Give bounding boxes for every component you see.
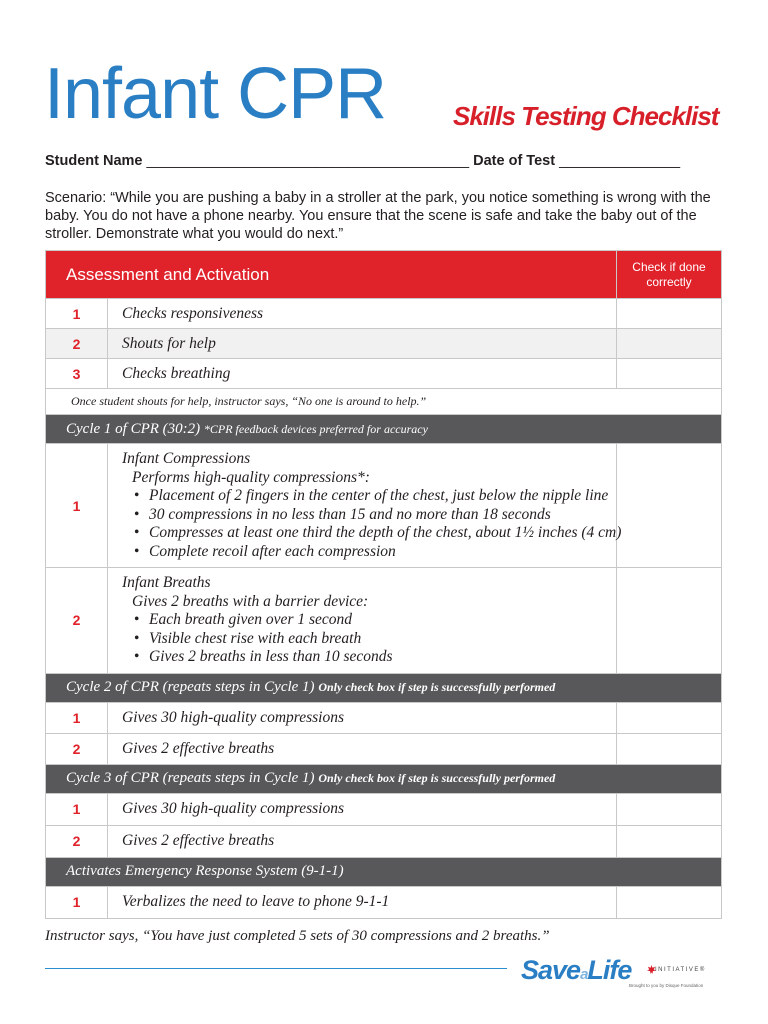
check-column-header: Check if done correctly [617, 251, 722, 299]
step-text: Verbalizes the need to leave to phone 9-1-1 [108, 886, 617, 918]
checkbox-cell[interactable] [617, 329, 722, 359]
student-name-label: Student Name [45, 153, 143, 169]
step-number: 1 [46, 793, 108, 825]
step-number: 2 [46, 568, 108, 674]
checkbox-cell[interactable] [617, 568, 722, 674]
checkbox-cell[interactable] [617, 702, 722, 733]
logo-wordmark [521, 954, 631, 991]
ems-section-header [46, 857, 722, 886]
title-row [44, 52, 734, 136]
step-number: 1 [46, 702, 108, 733]
cycle1-section-header [46, 415, 722, 444]
cycle3-section-header [46, 764, 722, 793]
compressions-heading: Infant Compressions [122, 450, 251, 467]
breaths-heading: Infant Breaths [122, 574, 211, 591]
step-number: 1 [46, 886, 108, 918]
compressions-sub: Performs high-quality compressions*: [132, 468, 370, 486]
checkbox-cell[interactable] [617, 444, 722, 568]
logo-sponsor: Brought to you by Disque Foundation [629, 983, 704, 988]
date-of-test-label: Date of Test [473, 153, 556, 169]
step-number: 2 [46, 733, 108, 764]
list-item: • Compresses at least one third the depth of the chest, about 1½ inches (4 cm) [132, 524, 616, 543]
logo-save: Save [521, 955, 581, 985]
skills-checklist-table [45, 250, 722, 919]
compressions-list [122, 487, 622, 561]
breaths-block [108, 568, 617, 674]
table-row [46, 886, 722, 918]
page-subtitle: Skills Testing Checklist [453, 101, 719, 131]
cycle1-note: *CPR feedback devices preferred for accuracy [203, 421, 428, 436]
cycle2-section-header [46, 673, 722, 702]
closing-instruction: Instructor says, “You have just completed 5 sets of 30 compressions and 2 breaths.” [45, 928, 550, 944]
checkbox-cell[interactable] [617, 359, 722, 389]
step-text: Gives 2 effective breaths [108, 825, 617, 857]
list-item: • Gives 2 breaths in less than 10 seconds [132, 648, 616, 667]
table-row [46, 568, 722, 674]
instructor-note: Once student shouts for help, instructor says, “No one is around to help.” [46, 389, 722, 415]
save-a-life-logo [521, 954, 733, 994]
checkbox-cell[interactable] [617, 886, 722, 918]
table-row [46, 444, 722, 568]
step-text: Gives 2 effective breaths [108, 733, 617, 764]
student-name-field[interactable]: ________________________________________ [146, 153, 470, 169]
list-item: • Visible chest rise with each breath [132, 630, 616, 649]
step-text: Checks responsiveness [108, 299, 617, 329]
checkbox-cell[interactable] [617, 793, 722, 825]
compressions-block [108, 444, 622, 568]
ems-title: Activates Emergency Response System (9-1-1) [46, 857, 722, 886]
breaths-list [122, 611, 616, 667]
step-number: 2 [46, 825, 108, 857]
cycle3-note: Only check box if step is successfully performed [318, 771, 556, 785]
table-row [46, 733, 722, 764]
list-item: • Placement of 2 fingers in the center of the chest, just below the nipple line [132, 487, 616, 506]
table-header-row [46, 251, 722, 299]
cycle3-title: Cycle 3 of CPR (repeats steps in Cycle 1) [66, 770, 315, 786]
table-row [46, 793, 722, 825]
instructor-note-row [46, 389, 722, 415]
checkbox-cell[interactable] [617, 733, 722, 764]
logo-initiative: INITIATIVE® [655, 967, 706, 973]
step-text: Gives 30 high-quality compressions [108, 702, 617, 733]
footer-divider [45, 968, 507, 969]
cycle1-title: Cycle 1 of CPR (30:2) [66, 420, 201, 437]
step-text: Gives 30 high-quality compressions [108, 793, 617, 825]
step-number: 1 [46, 299, 108, 329]
step-number: 1 [46, 444, 108, 568]
checkbox-cell[interactable] [617, 299, 722, 329]
table-row [46, 299, 722, 329]
table-row [46, 329, 722, 359]
table-row [46, 702, 722, 733]
assessment-header: Assessment and Activation [46, 251, 617, 299]
checkbox-cell[interactable] [617, 825, 722, 857]
scenario-text: Scenario: “While you are pushing a baby in a stroller at the park, you notice something is wrong with the baby. You do not have a phone nearby. You ensure that the scene is safe and take the baby out of the stroller. Demonstrate what you would do next.” [45, 190, 711, 242]
date-of-test-field[interactable]: _______________ [559, 153, 681, 169]
page-title: Infant CPR [44, 54, 387, 134]
logo-a: a [580, 966, 588, 983]
step-text: Checks breathing [108, 359, 617, 389]
step-text: Shouts for help [108, 329, 617, 359]
list-item: • Complete recoil after each compression [132, 543, 616, 562]
table-row [46, 359, 722, 389]
logo-life: Life [587, 955, 632, 985]
breaths-sub: Gives 2 breaths with a barrier device: [132, 592, 369, 610]
student-info-line [45, 152, 725, 170]
cycle2-note: Only check box if step is successfully performed [318, 680, 556, 694]
cycle2-title: Cycle 2 of CPR (repeats steps in Cycle 1) [66, 679, 315, 695]
list-item: • Each breath given over 1 second [132, 611, 616, 630]
step-number: 3 [46, 359, 108, 389]
list-item: • 30 compressions in no less than 15 and no more than 18 seconds [132, 506, 616, 525]
table-row [46, 825, 722, 857]
step-number: 2 [46, 329, 108, 359]
